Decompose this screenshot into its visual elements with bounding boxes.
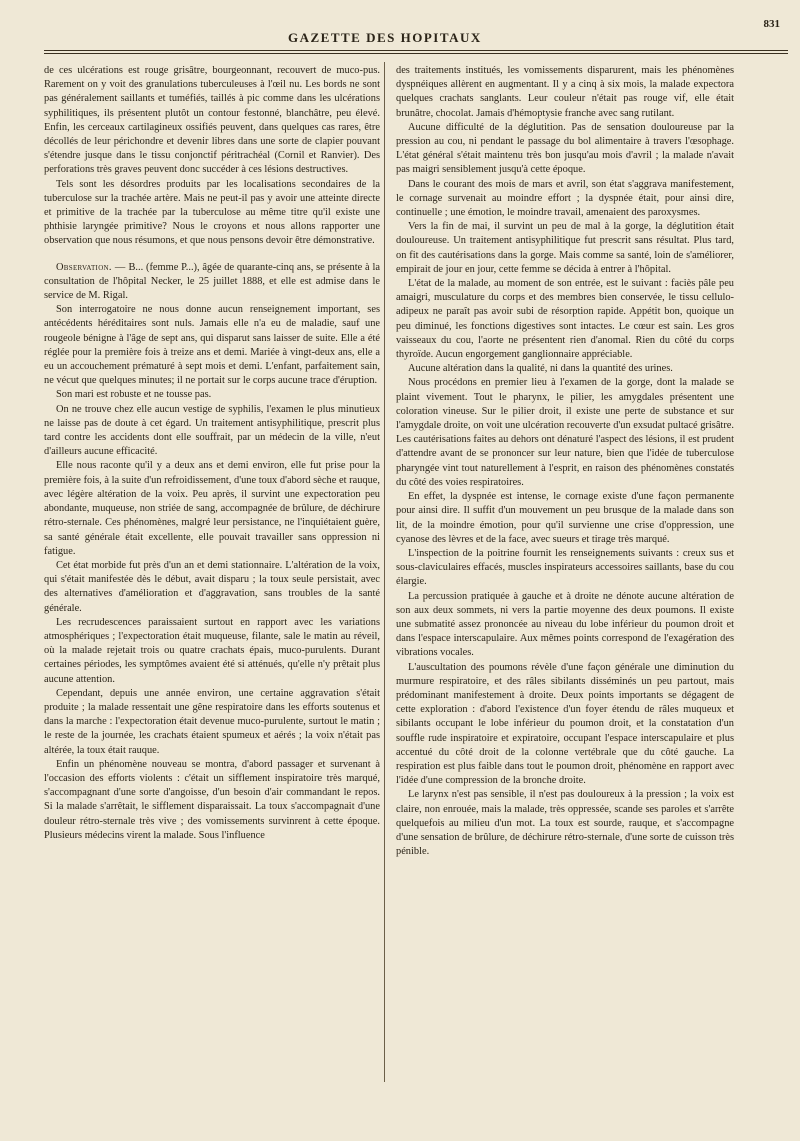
header-rule-thin: [44, 53, 788, 54]
paragraph: Dans le courant des mois de mars et avril, son état s'aggrava manifestement, le cornage survenait au moindre effort ; la dyspnée était, pour ainsi dire, continuelle ; une émotion, le moindre travail, amenaient des paroxysmes.: [396, 178, 734, 219]
paragraph: Aucune difficulté de la déglutition. Pas de sensation douloureuse par la pression au cou, ni pendant le passage du bol alimentaire à travers l'œsophage. L'état général s'était maintenu très bon jusqu'au mois d'avril ; la malade n'avait pas maigri sensiblement jusqu'à cette époque.: [396, 121, 734, 176]
paragraph: On ne trouve chez elle aucun vestige de syphilis, l'examen le plus minutieux ne laisse pas de doute à cet égard. Un traitement antisyphilitique, prescrit plus tard contre les accidents dont elle souffrait, par un médecin de la ville, n'eut d'ailleurs aucune efficacité.: [44, 403, 380, 458]
paragraph: Elle nous raconte qu'il y a deux ans et demi environ, elle fut prise pour la première fois, à la suite d'un refroidissement, d'une toux d'abord sèche et rauque, avec légère altération de la voix. Peu après, il survint une expectoration peu abondante, muqueuse, non striée de sang, accompagnée de brûlure, de déchirure rétro-sternale. Ces phénomènes, malgré leur persistance, ne l'inquiétaient guère, sa santé générale était excellente, elle pouvait travailler sans oppression ni fatigue.: [44, 460, 380, 557]
paragraph: L'état de la malade, au moment de son entrée, est le suivant : faciès pâle peu amaigri, musculature du corps et des membres bien conservée, le tissu cellulo-adipeux ne paraît pas avoir subi de résorption rapide. Appétit bon, quoique un peu diminué, les fonctions digestives sont intactes. Le cœur est sain. Les gros vaisseaux du cou, l'aorte ne présentent rien d'anomal. Rien du côté du corps thyroïde. Aucun engorgement ganglionnaire appréciable.: [396, 278, 734, 361]
page-header: [40, 18, 788, 48]
paragraph: Son mari est robuste et ne tousse pas.: [56, 389, 212, 401]
right-column: [396, 64, 734, 859]
observation-paragraph: [44, 261, 380, 304]
paragraph: Aucune altération dans la qualité, ni dans la quantité des urines.: [408, 363, 673, 375]
paragraph: En effet, la dyspnée est intense, le cornage existe d'une façon permanente pour ainsi dire. Il suffit d'un mouvement un peu brusque de la malade dans son lit, de la moindre émotion, pour qu'il survienne une crise d'oppression, une cyanose des lèvres et de la face, avec sueurs et tirage très marqué.: [396, 491, 734, 545]
observation-text: B... (femme P...), âgée de quarante-cinq ans, se présente à la consultation de l'hôpital Necker, le 25 juillet 1888, et elle est admise dans le service de M. Rigal.: [44, 261, 380, 302]
paragraph: Le larynx n'est pas sensible, il n'est pas douloureux à la pression ; la voix est claire, non enrouée, mais la malade, très oppressée, scande ses paroles et s'arrête quelquefois au milieu d'un mot. La toux est sourde, rauque, et s'accompagne d'une sensation de brûlure, de déchirure rétro-sternale, d'une sorte de cuisson très pénible.: [396, 789, 734, 858]
left-column: [44, 64, 380, 843]
observation-label: Observation. —: [56, 261, 126, 273]
paragraph: Enfin un phénomène nouveau se montra, d'abord passager et survenant à l'occasion des efforts violents : c'était un sifflement inspiratoire très marqué, s'accompagnant d'une sorte d'angoisse, d'un besoin d'air commandant le repos. Si la malade s'arrêtait, le sifflement disparaissait. La toux s'accompagnait d'une douleur rétro-sternale très vive ; des vomissements survinrent à cette époque. Plusieurs médecins virent la malade. Sous l'influence: [44, 758, 380, 841]
paragraph: La percussion pratiquée à gauche et à droite ne dénote aucune altération de son aux deux sommets, ni vers la partie moyenne des deux poumons. Il existe une submatité assez prononcée au niveau du lobe inférieur du poumon droit et dans l'espace interscapulaire. Aux mêmes points correspond de l'exagération des vibrations vocales.: [396, 590, 734, 659]
paragraph: Son interrogatoire ne nous donne aucun renseignement important, ses antécédents héréditaires sont nuls. Jamais elle n'a eu de maladie, sauf une rougeole bénigne à l'âge de sept ans, qui disparut sans laisser de suite. Elle a été réglée pour la première fois à treize ans et demi. Mariée à vingt-deux ans, elle a eu un accouchement prématuré à sept mois et demi. L'enfant, parfaitement sain, ne vécut que quelques minutes; il ne portait sur le corps aucune trace d'éruption.: [44, 304, 380, 387]
paragraph: L'inspection de la poitrine fournit les renseignements suivants : creux sus et sous-claviculaires effacés, muscles inspirateurs accessoires saillants, base du cou élargie.: [396, 547, 734, 588]
header-rule: [44, 50, 788, 51]
paragraph: de ces ulcérations est rouge grisâtre, bourgeonnant, recouvert de muco-pus. Rarement on y voit des granulations tuberculeuses à l'œil nu. Les bords ne sont pas généralement saillants et tuméfiés, taillés à pic comme dans les ulcérations syphilitiques, ils présentent plutôt un contour festonné, blanchâtre, peu élevé. Enfin, les cerceaux cartilagineux ossifiés peuvent, dans quelques cas rares, être décollés de leur périchondre et devenir libres dans une sorte de clapier pouvant s'étendre jusque dans le tissu conjonctif péritrachéal (Cornil et Ranvier). Des perforations très graves peuvent donc succéder à ces lésions destructives.: [44, 65, 380, 176]
paragraph: Les recrudescences paraissaient surtout en rapport avec les variations atmosphériques ; l'expectoration était muqueuse, filante, sale le matin au réveil, où la malade rejetait trois ou quatre crachats épais, muco-purulents. Durant certaines périodes, les symptômes avaient été si atténués, qu'elle n'y prêtait plus aucune attention.: [44, 616, 380, 685]
paragraph: Tels sont les désordres produits par les localisations secondaires de la tuberculose sur la trachée artère. Mais ne peut-il pas y avoir une atteinte directe et primitive de la trachée par la tuberculose au même titre qu'il existe une phthisie laryngée primitive? Nous le croyons et nous allons rapporter une observation que nous résumons, et que nous pensons devoir être démonstrative.: [44, 178, 380, 247]
paragraph: des traitements institués, les vomissements disparurent, mais les phénomènes dyspnéiques allèrent en augmentant. Il y a cinq à six mois, la malade expectora quelques crachats sanglants. Leur couleur n'était pas rouge vif, elle était brunâtre, chocolat. Jamais d'hémoptysie franche avec sang rutilant.: [396, 65, 734, 119]
page-number: 831: [763, 18, 780, 30]
paragraph: Nous procédons en premier lieu à l'examen de la gorge, dont la malade se plaint vivement. Tout le pharynx, le pilier, les amygdales présentent une coloration vineuse. Sur le pilier droit, il existe une perte de substance et sur l'amygdale droite, on voit une ulcération recouverte d'un exsudat pultacé grisâtre. Les cautérisations faites au dehors ont dénaturé l'aspect des lésions, il est prudent d'attendre avant de se prononcer sur leur nature, bien que l'idée de tuberculose pharyngée vint tout naturellement à l'esprit, en raison des phénomènes constatés du côté des voies respiratoires.: [396, 377, 734, 488]
paragraph: Cependant, depuis une année environ, une certaine aggravation s'était produite ; la malade ressentait une gêne respiratoire dans les efforts soutenus et dans la marche : l'expectoration était devenue muco-purulente, surtout le matin ; le reste de la journée, les crachats étaient spumeux et aérés ; la voix n'était pas altérée, la toux était rauque.: [44, 687, 380, 756]
column-divider: [384, 62, 385, 1082]
paragraph: Cet état morbide fut près d'un an et demi stationnaire. L'altération de la voix, qui s'était manifestée dès le début, avait disparu ; la toux seule persistait, avec des alternatives d'amélioration et d'aggravation, sans troubles de la santé générale.: [44, 559, 380, 614]
paragraph: L'auscultation des poumons révèle d'une façon générale une diminution du murmure respiratoire, et des râles sibilants disséminés un peu partout, mais prédominant manifestement à droite. Deux points importants se dégagent de cette exploration : d'abord l'existence d'un foyer étendu de râles muqueux et sibilants occupant le lobe inférieur du poumon droit, et la constatation d'un souffle rude inspiratoire et expiratoire, occupant l'espace interscapulaire et plus accentué du côté droit de la colonne vertébrale que du côté gauche. La respiration est plus faible dans tout le poumon droit, phénomène en rapport avec l'idée d'une compression de la bronche droite.: [396, 661, 734, 787]
running-title: GAZETTE DES HOPITAUX: [288, 30, 482, 45]
paragraph: Vers la fin de mai, il survint un peu de mal à la gorge, la déglutition était douloureuse. Un traitement antisyphilitique fut prescrit sans résultat. Plus tard, on fit des cautérisations dans la gorge. Mais comme sa santé, loin de s'améliorer, empirait de jour en jour, cette femme se décida à entrer à l'hôpital.: [396, 221, 734, 275]
